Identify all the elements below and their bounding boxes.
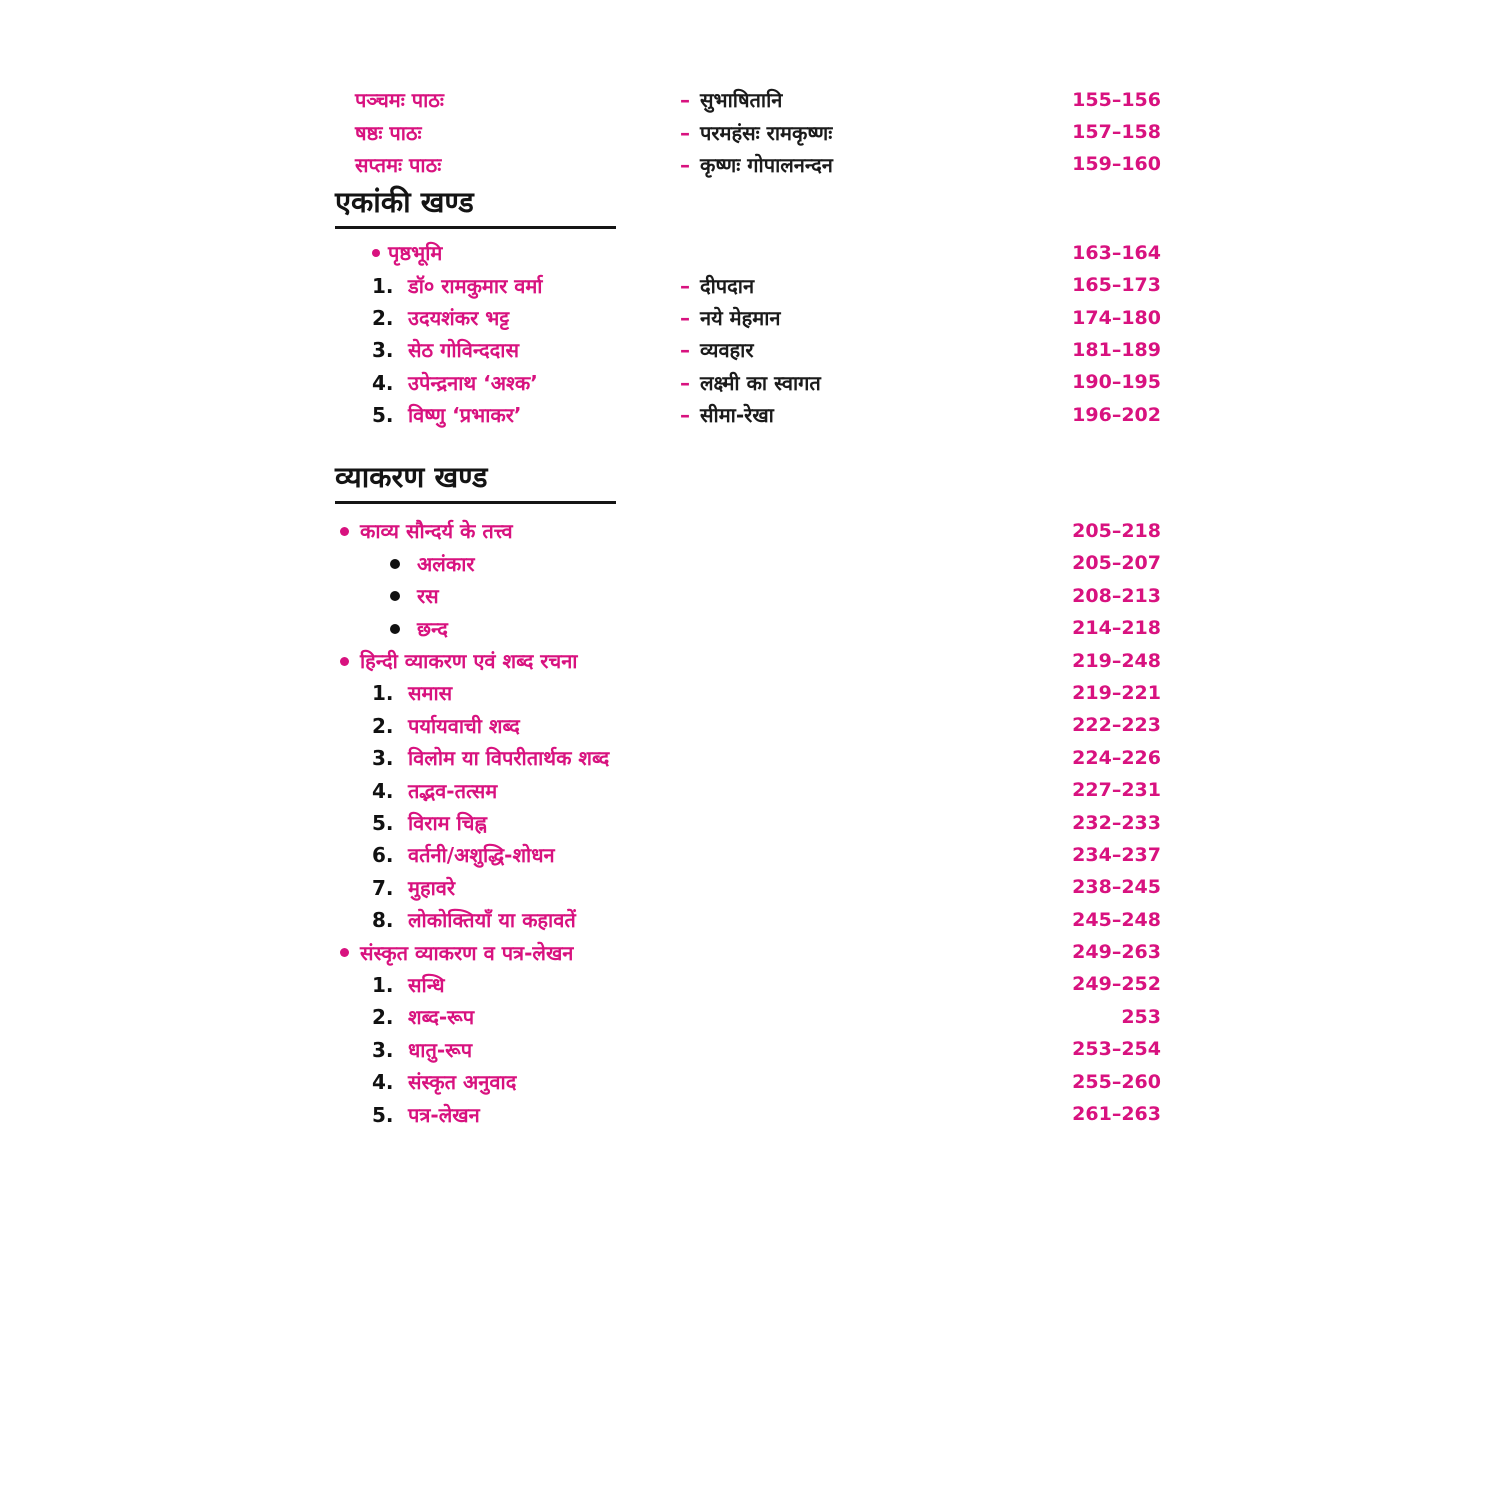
toc-row [335, 149, 1161, 181]
dash: – [680, 370, 690, 395]
page-range: 255–260 [1072, 1070, 1161, 1093]
play-title: सीमा-रेखा [700, 403, 774, 428]
topic-item-label: संस्कृत अनुवाद [408, 1070, 517, 1095]
page-range: 253 [1121, 1005, 1161, 1028]
dash: – [680, 273, 690, 298]
toc-row [335, 269, 1161, 301]
topic-item-label: विराम चिह्न [408, 811, 487, 835]
lesson-title: सुभाषितानि [700, 88, 783, 113]
subtopic-label: रस [417, 584, 439, 609]
dash: – [680, 120, 690, 145]
toc-row [335, 839, 1161, 871]
page-range: 232–233 [1072, 811, 1161, 834]
subtopic-label: छन्द [417, 616, 448, 641]
page-range: 165–173 [1072, 274, 1161, 297]
author-name: विष्णु ‘प्रभाकर’ [408, 403, 522, 428]
dash: – [680, 338, 690, 363]
lesson-title: कृष्णः गोपालनन्दन [700, 152, 833, 177]
page-range: 163–164 [1072, 241, 1161, 264]
topic-item-label: धातु-रूप [408, 1037, 473, 1062]
item-number: 5. [372, 811, 394, 835]
toc-row [335, 580, 1161, 612]
topic-label: काव्य सौन्दर्य के तत्त्व [360, 519, 513, 544]
page-range: 181–189 [1072, 338, 1161, 361]
topic-item-label: समास [408, 681, 453, 706]
page-range: 224–226 [1072, 746, 1161, 769]
toc-row [335, 677, 1161, 709]
bullet-icon [340, 657, 349, 666]
item-number: 1. [372, 273, 394, 298]
lesson-title: परमहंसः रामकृष्णः [700, 120, 833, 145]
item-number: 2. [372, 1005, 394, 1030]
dash: – [680, 152, 690, 177]
topic-item-label: वर्तनी/अशुद्धि-शोधन [408, 843, 555, 868]
item-number: 5. [372, 403, 394, 428]
lesson-name: सप्तमः पाठः [355, 152, 442, 177]
page-range: 219–221 [1072, 681, 1161, 704]
item-number: 2. [372, 306, 394, 331]
toc-row [335, 612, 1161, 644]
toc-row [335, 1001, 1161, 1033]
toc-row [335, 936, 1161, 968]
page-range: 222–223 [1072, 714, 1161, 737]
toc-row [335, 774, 1161, 806]
page-range: 214–218 [1072, 617, 1161, 640]
toc-row [335, 84, 1161, 116]
dash: – [680, 88, 690, 113]
page-range: 196–202 [1072, 403, 1161, 426]
item-number: 5. [372, 1102, 394, 1127]
toc-row [335, 302, 1161, 334]
page-range: 159–160 [1072, 153, 1161, 176]
page-range: 174–180 [1072, 306, 1161, 329]
section-header-vyakaran: व्याकरण खण्ड [335, 462, 616, 504]
author-name: उपेन्द्रनाथ ‘अश्क’ [408, 370, 538, 395]
toc-row [335, 399, 1161, 431]
play-title: व्यवहार [700, 338, 754, 363]
toc-row [335, 515, 1161, 547]
toc-row [335, 742, 1161, 774]
item-number: 4. [372, 1070, 394, 1095]
item-number: 7. [372, 875, 394, 900]
item-number: 4. [372, 370, 394, 395]
toc-row [335, 1098, 1161, 1130]
bullet-icon [340, 948, 349, 957]
author-name: डॉ० रामकुमार वर्मा [408, 273, 543, 298]
toc-row [335, 367, 1161, 399]
item-number: 8. [372, 908, 394, 933]
page-range: 190–195 [1072, 371, 1161, 394]
topic-item-label: सन्धि [408, 972, 445, 997]
ekanki-list [335, 237, 1161, 431]
item-label: पृष्ठभूमि [388, 241, 443, 266]
section-header-ekanki: एकांकी खण्ड [335, 187, 616, 229]
topic-item-label: शब्द-रूप [408, 1005, 475, 1030]
item-number: 3. [372, 1037, 394, 1062]
topic-label: संस्कृत व्याकरण व पत्र-लेखन [360, 940, 574, 965]
item-number: 1. [372, 972, 394, 997]
toc-row [335, 807, 1161, 839]
bullet-icon [390, 559, 400, 569]
page-range: 155–156 [1072, 88, 1161, 111]
topic-item-label: लोकोक्तियाँ या कहावतें [408, 908, 576, 933]
toc-row [335, 334, 1161, 366]
item-number: 1. [372, 681, 394, 706]
topic-item-label: तद्भव-तत्सम [408, 778, 498, 803]
page-range: 227–231 [1072, 779, 1161, 802]
bullet-icon [390, 591, 400, 601]
topic-label: हिन्दी व्याकरण एवं शब्द रचना [360, 649, 578, 674]
page-range: 205–207 [1072, 552, 1161, 575]
page-range: 157–158 [1072, 121, 1161, 144]
toc-row [335, 548, 1161, 580]
dash: – [680, 403, 690, 428]
page-range: 249–252 [1072, 973, 1161, 996]
toc-row [335, 969, 1161, 1001]
play-title: लक्ष्मी का स्वागत [700, 370, 821, 395]
toc-row [335, 1034, 1161, 1066]
item-number: 4. [372, 778, 394, 803]
bullet-icon [372, 249, 380, 257]
subtopic-label: अलंकार [417, 551, 475, 576]
lesson-name: षष्ठः पाठः [355, 120, 422, 145]
toc-row [335, 237, 1161, 269]
item-number: 6. [372, 843, 394, 868]
page-range: 238–245 [1072, 876, 1161, 899]
toc-row [335, 116, 1161, 148]
page-range: 249–263 [1072, 941, 1161, 964]
page-range: 219–248 [1072, 649, 1161, 672]
page-range: 253–254 [1072, 1038, 1161, 1061]
toc-row [335, 1066, 1161, 1098]
toc-row [335, 904, 1161, 936]
page-range: 261–263 [1072, 1103, 1161, 1126]
page-range: 208–213 [1072, 584, 1161, 607]
toc-row [335, 645, 1161, 677]
topic-item-label: मुहावरे [408, 875, 456, 900]
bullet-icon [390, 624, 400, 634]
page-range: 234–237 [1072, 843, 1161, 866]
item-number: 3. [372, 338, 394, 363]
play-title: नये मेहमान [700, 306, 781, 331]
author-name: सेठ गोविन्ददास [408, 338, 519, 363]
bullet-icon [340, 527, 349, 536]
toc-row [335, 710, 1161, 742]
toc-content [335, 84, 1161, 1131]
item-number: 3. [372, 746, 394, 771]
toc-row [335, 872, 1161, 904]
topic-item-label: पत्र-लेखन [408, 1102, 480, 1127]
play-title: दीपदान [700, 273, 755, 298]
topic-item-label: विलोम या विपरीतार्थक शब्द [408, 746, 610, 771]
page-range: 245–248 [1072, 908, 1161, 931]
lesson-name: पञ्चमः पाठः [355, 88, 444, 113]
author-name: उदयशंकर भट्ट [408, 306, 510, 331]
item-number: 2. [372, 713, 394, 738]
page-range: 205–218 [1072, 519, 1161, 542]
topic-item-label: पर्यायवाची शब्द [408, 713, 520, 738]
vyakaran-list [335, 515, 1161, 1130]
dash: – [680, 306, 690, 331]
